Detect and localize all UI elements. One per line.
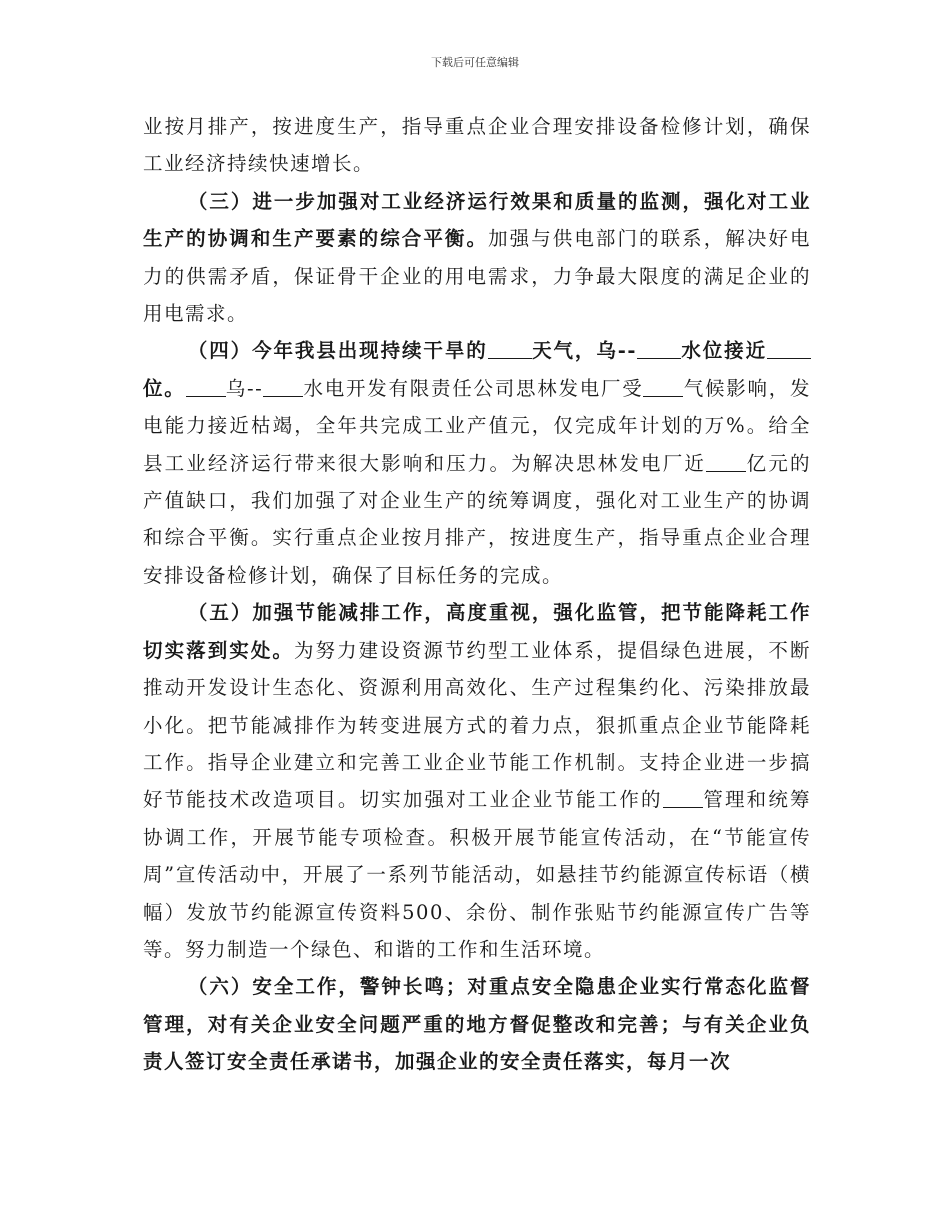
- paragraph-section-6: [143, 968, 811, 1080]
- paragraph-section-4: [143, 332, 811, 594]
- paragraph-text: 加强与供电部门的联系，解决好电力的供需矛盾，保证骨干企业的用电需求，力争最大限度的满足企业的用电需求。: [143, 227, 811, 326]
- fill-blank: [706, 450, 746, 471]
- paragraph-continuation: [143, 108, 811, 183]
- fill-blank: [488, 338, 532, 359]
- fill-blank: [186, 375, 226, 396]
- fill-blank: [637, 338, 681, 359]
- fill-blank: [767, 338, 811, 359]
- paragraph-text: 乌--: [225, 376, 264, 400]
- fill-blank: [263, 375, 303, 396]
- section-heading-part: 水位接近: [680, 339, 767, 363]
- paragraph-text: 气候影响，发电能力接近枯竭，全年共完成工业产值元，仅完成年计划的万%。给全县工业经济运行带来很大影响和压力。为解决思林发电厂近: [143, 376, 811, 475]
- section-heading-part: 位。: [143, 376, 186, 400]
- section-heading: （五）加强节能减排工作，高度重视，强化监管，把节能降耗工作切实落到实处。: [143, 601, 811, 662]
- section-heading: （六）安全工作，警钟长鸣；对重点安全隐患企业实行常态化监督管理，对有关企业安全问题严重的地方督促整改和完善；与有关企业负责人签订安全责任承诺书，加强企业的安全责任落实，每月一次: [143, 975, 811, 1074]
- paragraph-section-3: [143, 183, 811, 333]
- section-heading-part: 天气，乌--: [531, 339, 637, 363]
- paragraph-text: 亿元的产值缺口，我们加强了对企业生产的统筹调度，强化对工业生产的协调和综合平衡。实行重点企业按月排产，按进度生产，指导重点企业合理安排设备检修计划，确保了目标任务的完成。: [143, 451, 811, 587]
- paragraph-text: 业按月排产，按进度生产，指导重点企业合理安排设备检修计划，确保工业经济持续快速增长。: [143, 115, 811, 176]
- paragraph-text: 为努力建设资源节约型工业体系，提倡绿色进展，不断推动开发设计生态化、资源利用高效化、生产过程集约化、污染排放最小化。把节能减排作为转变进展方式的着力点，狠抓重点企业节能降耗工作。指导企业建立和完善工业企业节能工作机制。支持企业进一步搞好节能技术改造项目。切实加强对工业企业节能工作的: [143, 638, 811, 812]
- paragraph-text: 管理和统筹协调工作，开展节能专项检查。积极开展节能宣传活动，在“节能宣传周”宣传活动中，开展了一系列节能活动，如悬挂节约能源宣传标语（横幅）发放节约能源宣传资料500、余份、制作张贴节约能源宣传广告等等。努力制造一个绿色、和谐的工作和生活环境。: [143, 788, 811, 961]
- paragraph-section-5: [143, 594, 811, 968]
- fill-blank: [663, 787, 703, 808]
- document-body: [143, 108, 811, 1081]
- section-heading: （三）进一步加强对工业经济运行效果和质量的监测，强化对工业生产的协调和生产要素的综合平衡。: [143, 189, 811, 251]
- section-heading-part: （四）今年我县出现持续干旱的: [187, 339, 488, 363]
- page-header-note: 下载后可任意编辑: [431, 56, 519, 69]
- paragraph-text: 水电开发有限责任公司思林发电厂受: [303, 376, 644, 400]
- fill-blank: [643, 375, 683, 396]
